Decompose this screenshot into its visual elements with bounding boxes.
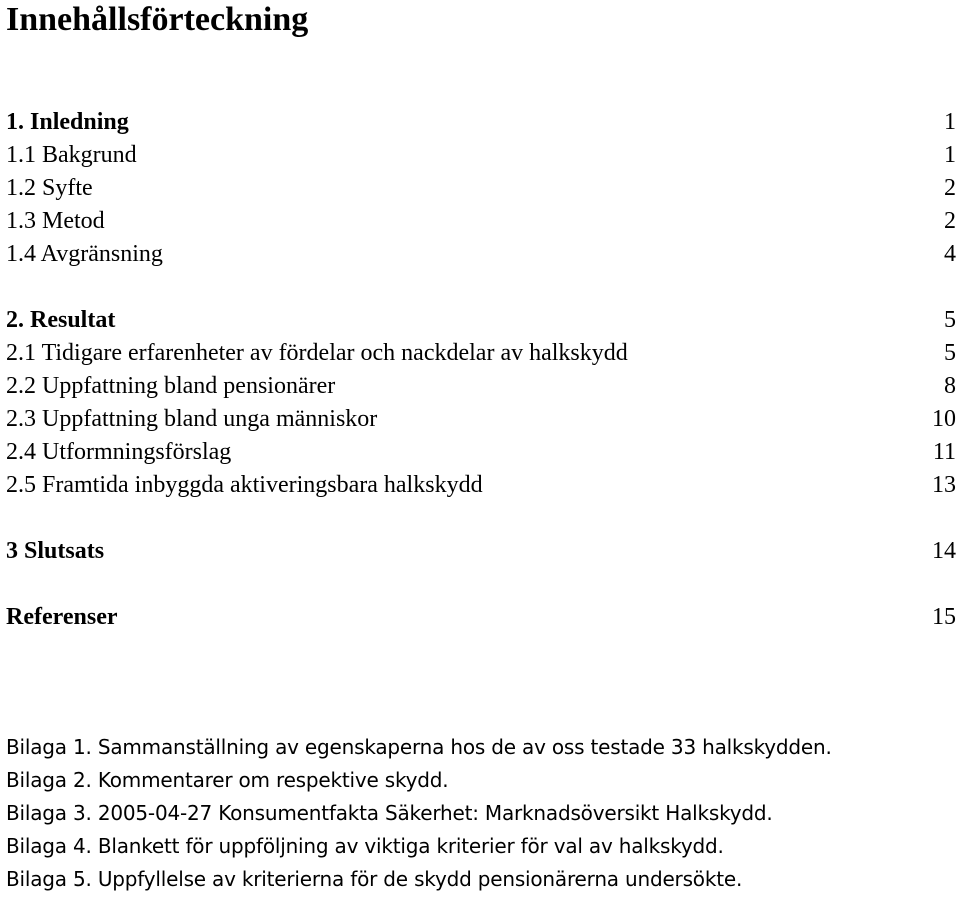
toc-entry-label: 2.3 Uppfattning bland unga människor	[6, 406, 378, 432]
toc-page-number: 5	[944, 307, 956, 333]
toc-entry-label: 1.1 Bakgrund	[6, 142, 137, 168]
appendix-list	[6, 731, 956, 896]
toc-spacer	[6, 568, 956, 601]
toc-page-number: 1	[944, 142, 956, 168]
toc-entry-label: 2.2 Uppfattning bland pensionärer	[6, 373, 336, 399]
toc-entry-label: 1.2 Syfte	[6, 175, 93, 201]
toc-page-number: 11	[932, 439, 956, 465]
toc-section-heading	[6, 601, 956, 634]
toc-page-number: 14	[932, 538, 956, 564]
toc-entry	[6, 172, 956, 205]
toc-entry	[6, 139, 956, 172]
appendix-item: Bilaga 3. 2005-04-27 Konsumentfakta Säkerhet: Marknadsöversikt Halkskydd.	[6, 801, 773, 825]
table-of-contents	[6, 106, 956, 634]
toc-entry	[6, 469, 956, 502]
toc-page-number: 1	[944, 109, 956, 135]
toc-page-number: 8	[944, 373, 956, 399]
toc-entry	[6, 370, 956, 403]
toc-entry	[6, 205, 956, 238]
toc-entry-label: 2.4 Utformningsförslag	[6, 439, 232, 465]
toc-spacer	[6, 271, 956, 304]
toc-spacer	[6, 502, 956, 535]
toc-entry	[6, 436, 956, 469]
appendix-item: Bilaga 4. Blankett för uppföljning av viktiga kriterier för val av halkskydd.	[6, 834, 724, 858]
toc-page-number: 2	[944, 208, 956, 234]
toc-entry	[6, 403, 956, 436]
appendix-item: Bilaga 2. Kommentarer om respektive skydd.	[6, 768, 449, 792]
appendix-item: Bilaga 1. Sammanställning av egenskaperna hos de av oss testade 33 halkskydden.	[6, 735, 832, 759]
toc-entry-label: Referenser	[6, 604, 118, 630]
toc-entry-label: 2.1 Tidigare erfarenheter av fördelar och nackdelar av halkskydd	[6, 340, 628, 366]
toc-entry-label: 1.4 Avgränsning	[6, 241, 163, 267]
toc-page-number: 10	[932, 406, 956, 432]
toc-entry-label: 2. Resultat	[6, 307, 116, 333]
appendix-item: Bilaga 5. Uppfyllelse av kriterierna för de skydd pensionärerna undersökte.	[6, 867, 743, 891]
toc-page-number: 15	[932, 604, 956, 630]
toc-page-number: 4	[944, 241, 956, 267]
toc-page-number: 2	[944, 175, 956, 201]
toc-section-heading	[6, 304, 956, 337]
toc-section-heading	[6, 106, 956, 139]
toc-entry-label: 1. Inledning	[6, 109, 129, 135]
toc-entry-label: 2.5 Framtida inbyggda aktiveringsbara halkskydd	[6, 472, 483, 498]
page-title: Innehållsförteckning	[6, 1, 309, 38]
toc-entry-label: 3 Slutsats	[6, 538, 105, 564]
toc-entry	[6, 337, 956, 370]
toc-page-number: 13	[932, 472, 956, 498]
toc-entry	[6, 238, 956, 271]
toc-entry-label: 1.3 Metod	[6, 208, 105, 234]
toc-section-heading	[6, 535, 956, 568]
toc-page-number: 5	[944, 340, 956, 366]
